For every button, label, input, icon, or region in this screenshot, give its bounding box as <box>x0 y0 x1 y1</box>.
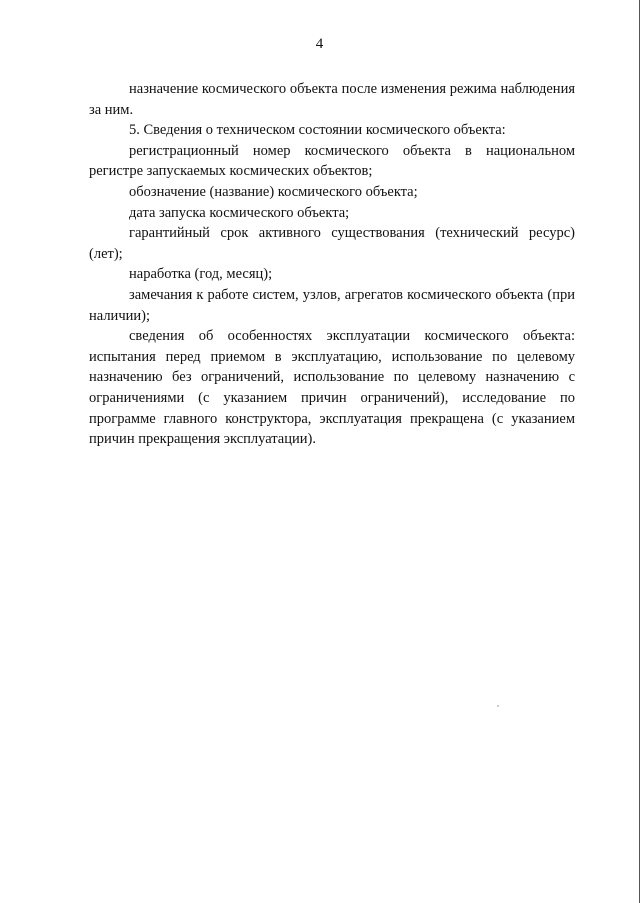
paragraph-registration-number: регистрационный номер космического объекта в национальном регистре запускаемых космических объектов; <box>89 142 575 180</box>
paragraph-section-5-heading: 5. Сведения о техническом состоянии космического объекта: <box>129 122 506 139</box>
paragraph-operating-time: наработка (год, месяц); <box>129 266 273 283</box>
paragraph-warranty-period: гарантийный срок активного существования (технический ресурс) (лет); <box>89 225 575 262</box>
paragraph-designation: обозначение (название) космического объекта; <box>129 183 418 200</box>
paragraph-launch-date: дата запуска космического объекта; <box>129 204 350 221</box>
paragraph-remarks: замечания к работе систем, узлов, агрегатов космического объекта (при наличии); <box>89 286 575 324</box>
page-number: 4 <box>315 36 324 52</box>
paragraph-operation-details: сведения об особенностях эксплуатации космического объекта: испытания перед приемом в эксплуатацию, использование по целевому назначению без ограничений, использование по целевому назначению с ограничениями (с указанием причин ограничений), исследование по программе главного конструктора, эксплуатация прекращена (с указанием причин прекращения эксплуатации). <box>89 328 575 448</box>
document-body <box>89 79 575 450</box>
paragraph-destination-after-change: назначение космического объекта после изменения режима наблюдения за ним. <box>89 81 575 118</box>
scan-speck <box>497 705 499 707</box>
